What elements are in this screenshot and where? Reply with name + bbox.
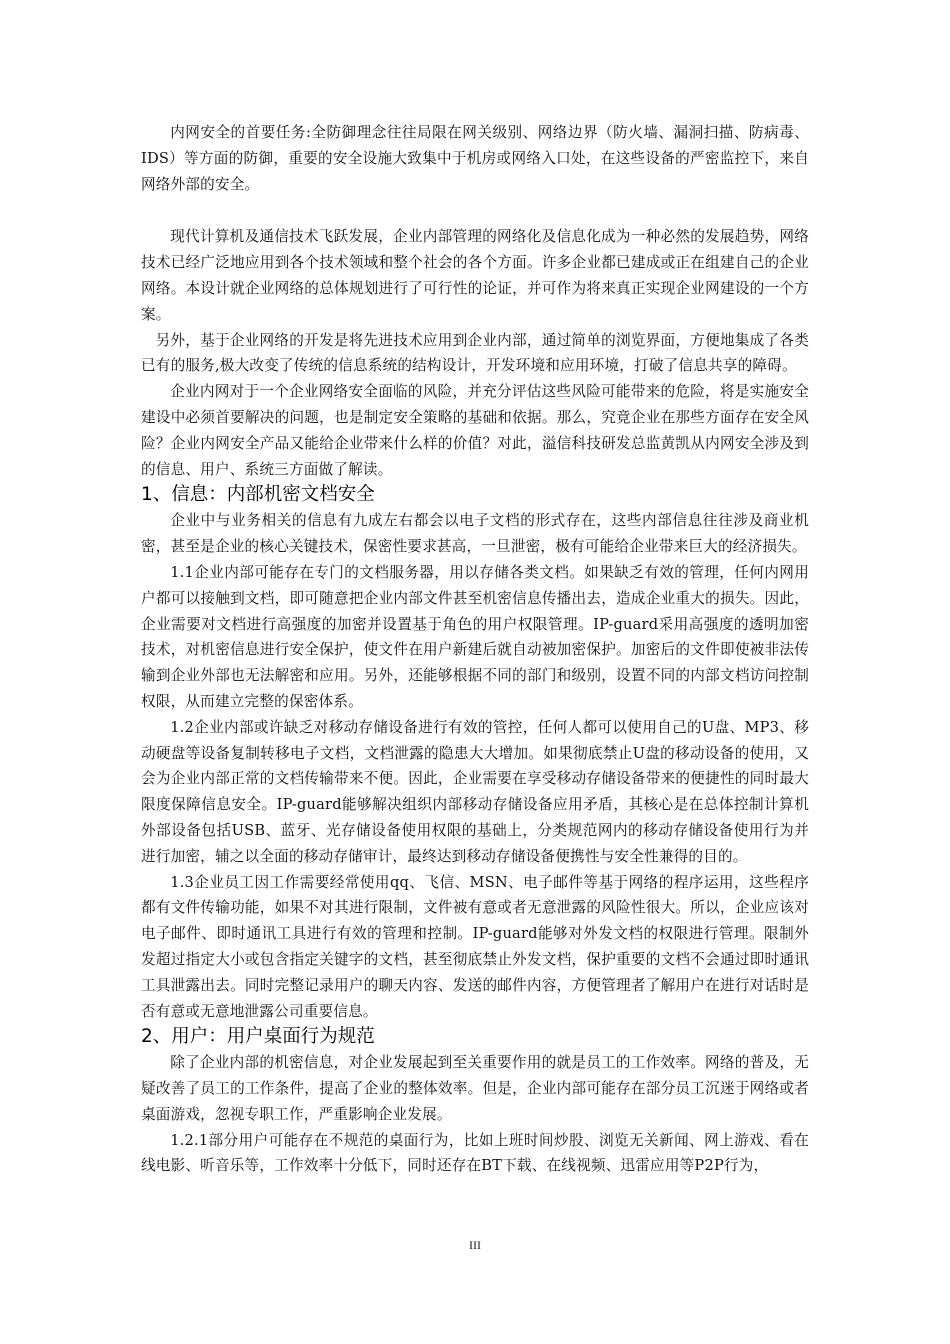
paragraph-1-3: 1.3企业员工因工作需要经常使用qq、飞信、MSN、电子邮件等基于网络的程序运用，这些程序都有文件传输功能，如果不对其进行限制，文件被有意或者无意泄露的风险性很大。所以，企业应该对电子邮件、即时通讯工具进行有效的管理和控制。IP-guard能够对外发文档的权限进行管理。限制外发超过指定大小或包含指定关键字的文档，甚至彻底禁止外发文档，保护重要的文档不会通过即时通讯工具泄露出去。同时完整记录用户的聊天内容、发送的邮件内容，方便管理者了解用户在进行对话时是否有意或无意地泄露公司重要信息。 bbox=[141, 873, 809, 1020]
document-body bbox=[141, 120, 809, 1179]
paragraph-user-intro: 除了企业内部的机密信息，对企业发展起到至关重要作用的就是员工的工作效率。网络的普及，无疑改善了员工的工作条件，提高了企业的整体效率。但是，企业内部可能存在部分员工沉迷于网络或者桌面游戏，忽视专职工作，严重影响企业发展。 bbox=[141, 1054, 809, 1123]
paragraph-gap bbox=[141, 197, 809, 224]
paragraph-intro: 内网安全的首要任务:全防御理念往往局限在网关级别、网络边界（防火墙、漏洞扫描、防病毒、IDS）等方面的防御，重要的安全设施大致集中于机房或网络入口处，在这些设备的严密监控下，来自网络外部的安全。 bbox=[141, 124, 809, 193]
page-number: III bbox=[469, 1238, 481, 1252]
paragraph-background: 现代计算机及通信技术飞跃发展，企业内部管理的网络化及信息化成为一种必然的发展趋势，网络技术已经广泛地应用到各个技术领域和整个社会的各个方面。许多企业都已建成或正在组建自己的企业网络。本设计就企业网络的总体规划进行了可行性的论证，并可作为将来真正实现企业网建设的一个方案。 bbox=[141, 228, 809, 323]
paragraph-development: 另外，基于企业网络的开发是将先进技术应用到企业内部，通过简单的浏览界面，方便地集成了各类已有的服务,极大改变了传统的信息系统的结构设计，开发环境和应用环境，打破了信息共享的障碍。 bbox=[141, 331, 809, 375]
section-heading-information: 1、信息：内部机密文档安全 bbox=[141, 484, 375, 506]
paragraph-1-1: 1.1企业内部可能存在专门的文档服务器，用以存储各类文档。如果缺乏有效的管理，任何内网用户都可以接触到文档，即可随意把企业内部文件甚至机密信息传播出去，造成企业重大的损失。因此，企业需要对文档进行高强度的加密并设置基于角色的用户权限管理。IP-guard采用高强度的透明加密技术，对机密信息进行安全保护，使文件在用户新建后就自动被加密保护。加密后的文件即使被非法传输到企业外部也无法解密和应用。另外，还能够根据不同的部门和级别，设置不同的内部文档访问控制权限，从而建立完整的保密体系。 bbox=[141, 563, 809, 710]
paragraph-1-2: 1.2企业内部或许缺乏对移动存储设备进行有效的管控，任何人都可以使用自己的U盘、MP3、移动硬盘等设备复制转移电子文档，文档泄露的隐患大大增加。如果彻底禁止U盘的移动设备的使用，又会为企业内部正常的文档传输带来不便。因此，企业需要在享受移动存储设备带来的便捷性的同时最大限度保障信息安全。IP-guard能够解决组织内部移动存储设备应用矛盾，其核心是在总体控制计算机外部设备包括USB、蓝牙、光存储设备使用权限的基础上，分类规范网内的移动存储设备使用行为并进行加密，辅之以全面的移动存储审计，最终达到移动存储设备便携性与安全性兼得的目的。 bbox=[141, 718, 809, 865]
section-heading-user: 2、用户：用户桌面行为规范 bbox=[141, 1026, 375, 1048]
paragraph-information-intro: 企业中与业务相关的信息有九成左右都会以电子文档的形式存在，这些内部信息往往涉及商业机密，甚至是企业的核心关键技术，保密性要求甚高，一旦泄密，极有可能给企业带来巨大的经济损失。 bbox=[141, 512, 809, 556]
paragraph-risk: 企业内网对于一个企业网络安全面临的风险，并充分评估这些风险可能带来的危险，将是实施安全建设中必须首要解决的问题，也是制定安全策略的基础和依据。那么，究竟企业在那些方面存在安全风险？企业内网安全产品又能给企业带来什么样的价值？对此，溢信科技研发总监黄凯从内网安全涉及到的信息、用户、系统三方面做了解读。 bbox=[141, 383, 809, 478]
paragraph-1-2-1: 1.2.1部分用户可能存在不规范的桌面行为，比如上班时间炒股、浏览无关新闻、网上游戏、看在线电影、听音乐等，工作效率十分低下，同时还存在BT下载、在线视频、迅雷应用等P2P行为， bbox=[141, 1131, 809, 1175]
